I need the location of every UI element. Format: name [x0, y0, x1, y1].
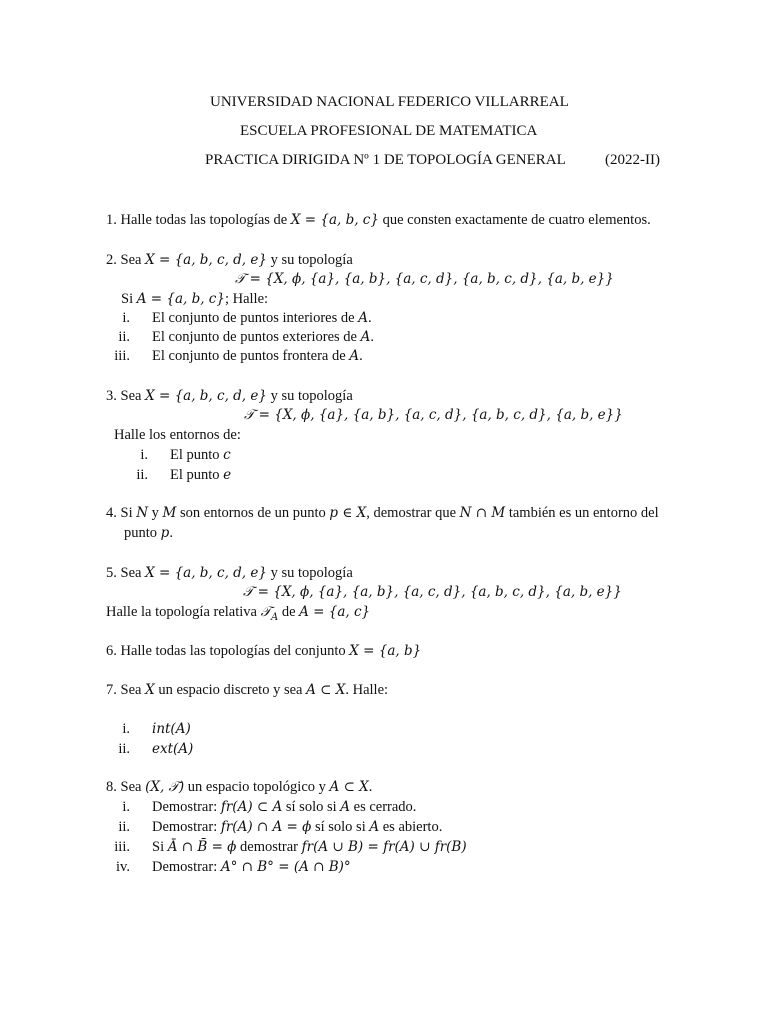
problem-text: Si: [121, 291, 137, 307]
item-text: [152, 857, 351, 877]
problem-text: . Halle:: [345, 682, 389, 698]
problem-text: de: [278, 604, 300, 620]
math-expression: A ⊂ X: [306, 682, 346, 698]
problem-text: y su topología: [266, 565, 353, 581]
item-text: [170, 465, 231, 485]
problem-text: Sea: [120, 252, 146, 268]
item-text-part: Si: [152, 839, 168, 855]
item-label: i.: [122, 310, 130, 326]
math-expression: fr(A) ∩ A = ϕ: [220, 819, 312, 835]
problem-text: son entornos de un punto: [176, 505, 330, 521]
relative-topology-line: [106, 602, 370, 628]
problem-text: y su topología: [266, 388, 353, 404]
math-expression: p ∈ X: [329, 505, 367, 521]
item-label: iii.: [114, 839, 130, 855]
item-text-part: sí solo si: [311, 819, 370, 835]
item-text: [152, 837, 467, 857]
problem-text: Halle la topología relativa: [106, 604, 261, 620]
math-expression: N ∩ M: [459, 505, 506, 521]
problem-text: Sea: [120, 388, 146, 404]
topology-definition: 𝒯 = {X, ϕ, {a}, {a, b}, {a, c, d}, {a, b, c, d}, {a, b, e}}: [244, 407, 623, 423]
problem-5: [106, 563, 353, 583]
item-text: [152, 797, 416, 817]
problem-number: 4.: [106, 505, 117, 521]
math-expression: A = {a, b, c}: [136, 291, 225, 307]
problem-text: que consten exactamente de cuatro elementos.: [378, 212, 651, 228]
math-expression: X = {a, b, c, d, e}: [145, 565, 267, 581]
item-text-end: .: [367, 310, 372, 326]
problem-text: .: [169, 525, 173, 541]
math-expression: A ⊂ X: [329, 779, 369, 795]
item-text-part: El conjunto de puntos exteriores de: [152, 329, 361, 345]
math-expression: X = {a, b, c}: [290, 212, 379, 228]
problem-6: [106, 641, 421, 661]
math-expression: A: [349, 348, 360, 364]
problem-text: un espacio discreto y sea: [154, 682, 307, 698]
item-label: iv.: [116, 859, 130, 875]
math-expression: X = {a, b, c, d, e}: [145, 252, 267, 268]
math-expression: fr(A ∪ B) = fr(A) ∪ fr(B): [301, 839, 467, 855]
problem-text: Sea: [120, 779, 146, 795]
problem-text: Sea: [120, 565, 146, 581]
problem-number: 2.: [106, 252, 117, 268]
problem-number: 7.: [106, 682, 117, 698]
math-subscript: A: [270, 611, 279, 623]
math-expression: int(A): [152, 721, 191, 737]
item-label: ii.: [118, 741, 130, 757]
item-text: [170, 445, 231, 465]
problem-number: 3.: [106, 388, 117, 404]
problem-3: [106, 386, 353, 406]
math-expression: A: [358, 310, 368, 326]
problem-text: y: [148, 505, 163, 521]
university-title: UNIVERSIDAD NACIONAL FEDERICO VILLARREAL: [210, 94, 569, 110]
item-text-part: El punto: [170, 467, 224, 483]
item-text-part: sí solo si: [282, 799, 341, 815]
item-label: ii.: [136, 467, 148, 483]
practice-title: PRACTICA DIRIGIDA Nº 1 DE TOPOLOGÍA GENERAL: [205, 152, 566, 168]
problem-text: y su topología: [266, 252, 353, 268]
term-label: (2022-II): [605, 152, 660, 168]
item-text-part: demostrar: [236, 839, 302, 855]
item-text: [152, 346, 363, 366]
math-expression: e: [223, 467, 232, 483]
item-label: ii.: [118, 819, 130, 835]
problem-number: 8.: [106, 779, 117, 795]
problem-text: Halle todas las topologías de: [120, 212, 291, 228]
math-expression: (X, 𝒯): [145, 779, 185, 795]
item-text-part: El conjunto de puntos interiores de: [152, 310, 359, 326]
problem-number: 6.: [106, 643, 117, 659]
item-text: [152, 308, 372, 328]
problem-text: , demostrar que: [366, 505, 460, 521]
item-text-end: .: [359, 348, 363, 364]
math-expression: X: [145, 682, 155, 698]
item-text-part: El conjunto de puntos frontera de: [152, 348, 350, 364]
problem-number: 1.: [106, 212, 117, 228]
item-text-part: es abierto.: [379, 819, 443, 835]
math-expression: 𝒯: [260, 604, 271, 620]
item-label: i.: [122, 799, 130, 815]
math-expression: A° ∩ B° = (A ∩ B)°: [220, 859, 351, 875]
item-text-end: .: [370, 329, 374, 345]
topology-definition: 𝒯 = {X, ϕ, {a}, {a, b}, {a, c, d}, {a, b, c, d}, {a, b, e}}: [235, 271, 614, 287]
math-expression: M: [162, 505, 177, 521]
item-label: ii.: [118, 329, 130, 345]
problem-text: Sea: [120, 682, 146, 698]
problem-2: [106, 250, 353, 270]
math-expression: A = {a, c}: [299, 604, 371, 620]
math-expression: A: [340, 799, 351, 815]
problem-text: punto: [124, 525, 161, 541]
topology-definition: 𝒯 = {X, ϕ, {a}, {a, b}, {a, c, d}, {a, b, c, d}, {a, b, e}}: [243, 584, 622, 600]
problem-text: ; Halle:: [224, 291, 269, 307]
item-label: i.: [122, 721, 130, 737]
math-expression: N: [136, 505, 149, 521]
math-expression: c: [223, 447, 231, 463]
problem-8: [106, 777, 372, 797]
math-expression: X = {a, b}: [349, 643, 422, 659]
problem-text: .: [368, 779, 373, 795]
item-text: [152, 817, 442, 837]
item-text-part: Demostrar:: [152, 859, 221, 875]
item-text-part: El punto: [170, 447, 224, 463]
math-expression: A: [369, 819, 380, 835]
problem-7: [106, 680, 388, 700]
problem-text: Si: [120, 505, 137, 521]
problem-text: Halle todas las topologías del conjunto: [120, 643, 350, 659]
given-set: [121, 289, 268, 309]
item-label: i.: [140, 447, 148, 463]
item-text: [152, 327, 374, 347]
problem-text: también es un entorno del: [505, 505, 659, 521]
school-title: ESCUELA PROFESIONAL DE MATEMATICA: [240, 123, 538, 139]
math-expression: fr(A) ⊂ A: [220, 799, 283, 815]
problem-text: Halle los entornos de:: [114, 427, 241, 443]
math-expression: Ā ∩ B̄ = ϕ: [167, 839, 237, 855]
item-label: iii.: [114, 348, 130, 364]
item-text-part: Demostrar:: [152, 819, 221, 835]
problem-1: [106, 210, 651, 230]
math-expression: A: [360, 329, 371, 345]
item-text-part: Demostrar:: [152, 799, 221, 815]
item-text-part: es cerrado.: [350, 799, 417, 815]
math-expression: p: [160, 525, 170, 541]
problem-number: 5.: [106, 565, 117, 581]
problem-4-continued: [124, 523, 173, 543]
problem-text: un espacio topológico y: [184, 779, 330, 795]
math-expression: X = {a, b, c, d, e}: [145, 388, 267, 404]
problem-4: [106, 503, 659, 523]
math-expression: ext(A): [152, 741, 194, 757]
